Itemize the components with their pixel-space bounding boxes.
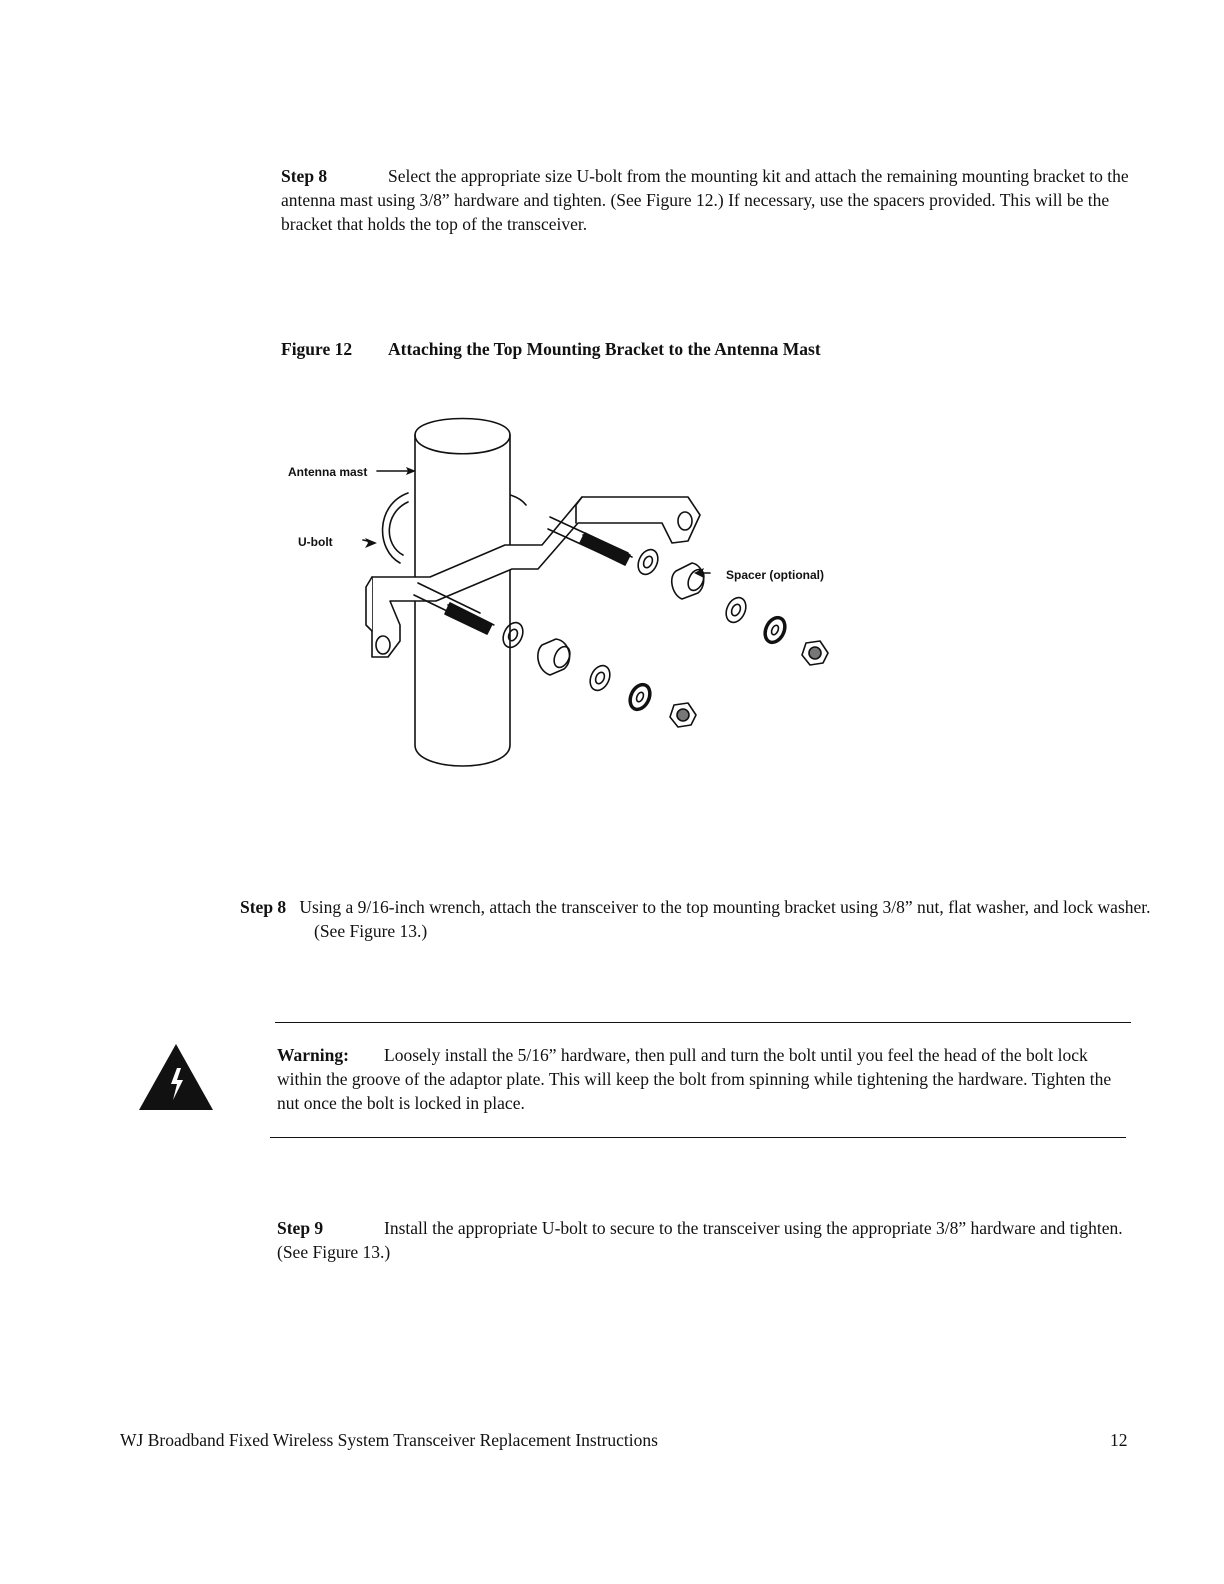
step-text: Select the appropriate size U-bolt from the mounting kit and attach the remaining mounting bracket to the antenna mast using 3/8” hardware and tighten. (See Figure 12.) If necessary, use the spacers provided. This will be the bracket that holds the top of the transceiver. [281, 166, 1129, 234]
step-8-second-paragraph [240, 895, 1159, 943]
step-9-paragraph [277, 1216, 1127, 1264]
callout-antenna-mast: Antenna mast [288, 465, 368, 479]
left-spacer [538, 639, 573, 675]
warning-text [277, 1043, 1127, 1115]
warning-icon [137, 1042, 215, 1112]
right-washer-1 [634, 546, 661, 577]
step-text: Install the appropriate U-bolt to secure to the transceiver using the appropriate 3/8” hardware and tighten. (See Figure 13.) [277, 1218, 1123, 1262]
left-lock-washer [626, 681, 653, 712]
right-lock-washer [761, 614, 788, 645]
step-label: Step 8 [240, 897, 287, 917]
page-number: 12 [1110, 1430, 1128, 1450]
right-washer-2 [722, 594, 749, 625]
left-washer-2 [586, 662, 613, 693]
right-spacer [672, 563, 707, 599]
figure-12-illustration [280, 405, 860, 775]
figure-title [281, 339, 821, 360]
step-text: Using a 9/16-inch wrench, attach the transceiver to the top mounting bracket using 3/8” nut, flat washer, and lock washer. (See Figure 13.) [299, 897, 1151, 941]
right-nut [802, 641, 828, 665]
footer-title: WJ Broadband Fixed Wireless System Transceiver Replacement Instructions [120, 1430, 658, 1450]
step-label: Step 8 [281, 166, 328, 186]
step-label: Step 9 [277, 1218, 324, 1238]
callout-ubolt: U-bolt [298, 535, 333, 549]
warning-body: Loosely install the 5/16” hardware, then pull and turn the bolt until you feel the head of the bolt lock within the groove of the adaptor plate. This will keep the bolt from spinning while tightening the hardware. Tighten the nut once the bolt is locked in place. [277, 1045, 1112, 1113]
step-8-paragraph [281, 164, 1141, 236]
warning-bottom-rule [270, 1137, 1126, 1138]
figure-caption: Attaching the Top Mounting Bracket to the Antenna Mast [388, 339, 821, 359]
left-nut [670, 703, 696, 727]
warning-label: Warning: [277, 1045, 349, 1065]
figure-number: Figure 12 [281, 339, 353, 359]
callout-spacer: Spacer (optional) [726, 568, 825, 582]
warning-top-rule [275, 1022, 1131, 1023]
